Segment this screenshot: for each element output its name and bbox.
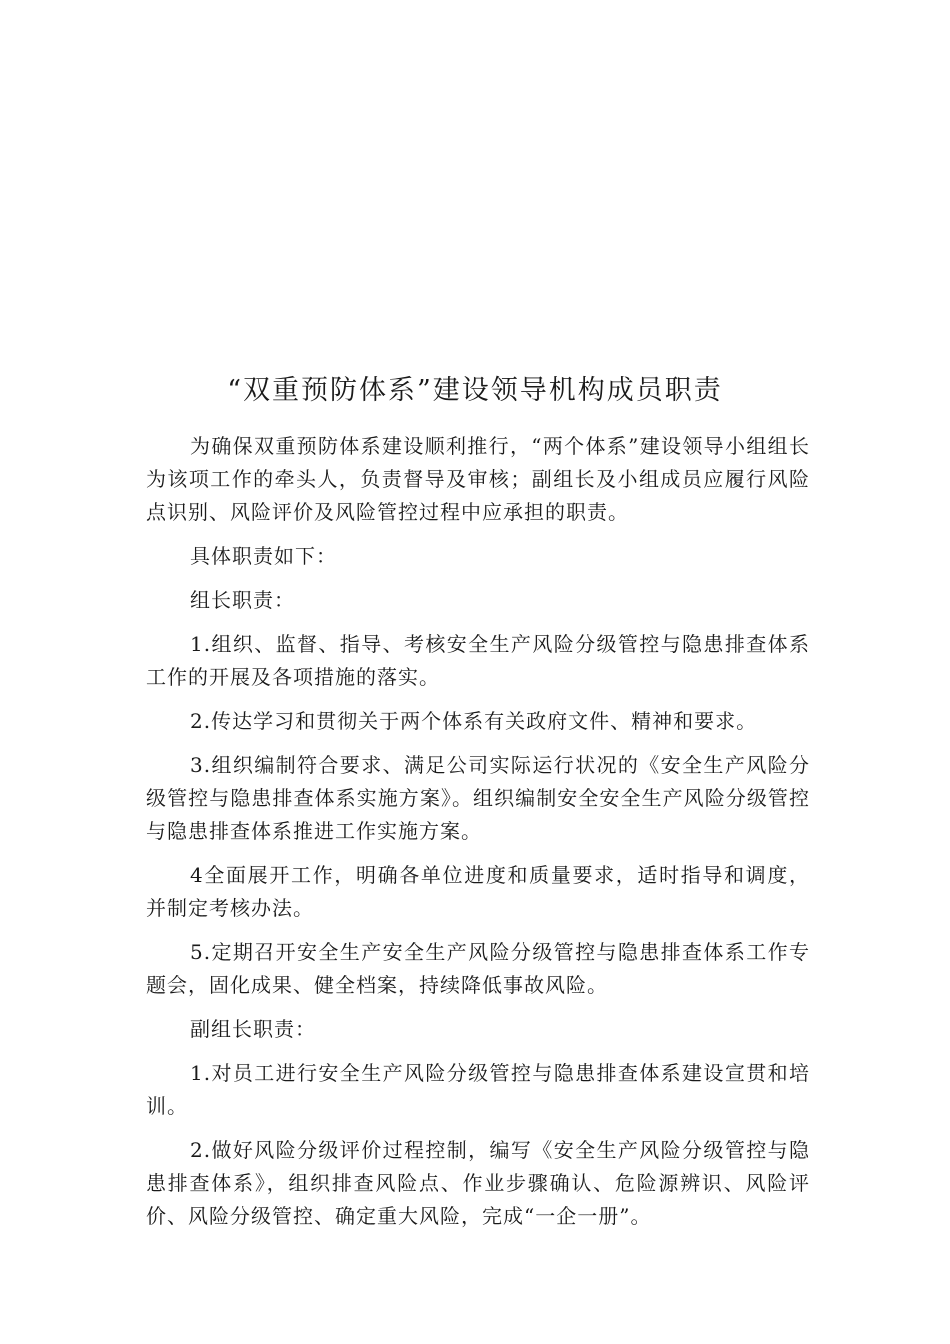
document-body — [146, 430, 810, 1244]
deputy-duty-item: 1.对员工进行安全生产风险分级管控与隐患排查体系建设宣贯和培训。 — [146, 1061, 810, 1118]
duties-intro: 具体职责如下： — [190, 544, 337, 568]
intro-paragraph: 为确保双重预防体系建设顺利推行，“两个体系”建设领导小组组长为该项工作的牵头人，负责督导及审核；副组长及小组成员应履行风险点识别、风险评价及风险管控过程中应承担的职责。 — [146, 434, 810, 524]
leader-duty-item: 3.组织编制符合要求、满足公司实际运行状况的《安全生产风险分级管控与隐患排查体系实施方案》。组织编制安全安全生产风险分级管控与隐患排查体系推进工作实施方案。 — [146, 753, 810, 843]
leader-duty-item: 4全面展开工作，明确各单位进度和质量要求，适时指导和调度，并制定考核办法。 — [146, 863, 810, 920]
leader-duty-item: 2.传达学习和贯彻关于两个体系有关政府文件、精神和要求。 — [190, 709, 758, 733]
deputy-duty-item: 2.做好风险分级评价过程控制，编写《安全生产风险分级管控与隐患排查体系》，组织排查风险点、作业步骤确认、危险源辨识、风险评价、风险分级管控、确定重大风险，完成“一企一册”。 — [146, 1138, 810, 1228]
deputy-duties-heading: 副组长职责： — [190, 1017, 316, 1041]
document-title: “双重预防体系”建设领导机构成员职责 — [227, 375, 723, 406]
leader-duties-heading: 组长职责： — [190, 588, 295, 612]
leader-duty-item: 1.组织、监督、指导、考核安全生产风险分级管控与隐患排查体系工作的开展及各项措施的落实。 — [146, 632, 810, 689]
leader-duty-item: 5.定期召开安全生产安全生产风险分级管控与隐患排查体系工作专题会，固化成果、健全档案，持续降低事故风险。 — [146, 940, 810, 997]
